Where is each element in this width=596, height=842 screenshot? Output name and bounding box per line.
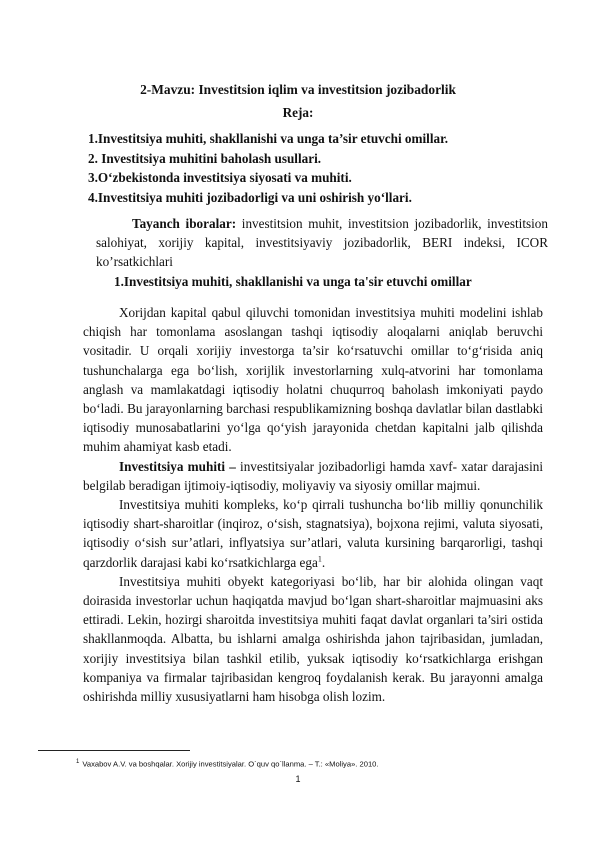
page-number: 1 xyxy=(295,774,301,784)
footnote-divider xyxy=(38,750,190,751)
body-paragraph xyxy=(83,303,543,457)
body-paragraph xyxy=(83,572,543,706)
body-text xyxy=(83,303,543,706)
section-heading: 1.Investitsiya muhiti, shakllanishi va unga ta'sir etuvchi omillar xyxy=(114,274,472,289)
plan-heading: Reja: xyxy=(282,105,314,120)
plan-item: 4.Investitsiya muhiti jozibadorligi va uni oshirish yo‘llari. xyxy=(88,189,412,205)
plan-item: 1.Investitsiya muhiti, shakllanishi va unga ta’sir etuvchi omillar. xyxy=(88,131,449,146)
paragraph-text: investitsiyalar jozibadorligi hamda xavf- xatar darajasini belgilab beradigan ijtimoiy-iqtisodiy, moliyaviy va siyosiy omillar majmui. xyxy=(83,458,543,493)
page-title: 2-Mavzu: Investitsion iqlim va investitsion jozibadorlik xyxy=(140,82,456,97)
footnote xyxy=(76,756,556,771)
footnote-reference[interactable]: 1 xyxy=(317,554,322,564)
keywords-text: investitsion muhit, investitsion jozibadorlik, investitsion salohiyat, xorijiy kapital, investitsiyaviy jozibadorlik, BERI indeksi, ICOR ko’rsatkichlari xyxy=(96,216,548,270)
definition-term: Investitsiya muhiti – xyxy=(119,458,236,474)
keywords-paragraph xyxy=(96,214,548,272)
paragraph-text: Investitsiya muhiti obyekt kategoriyasi bo‘lib, har bir alohida olingan vaqt doirasida investorlar uchun haqiqatda mavjud bo‘lgan shart-sharoitlar majmuasini aks ettiradi. Lekin, hozirgi sharoitda investitsiya muhiti faqat davlat organlari ta’siri ostida shakllanmoqda. Albatta, bu ishlarni amalga oshirishda jahon tajribasidan, jumladan, xorijiy investitsiya bilan tashkil etilib, yuksak iqtisodiy ko‘rsatkichlarga erishgan kompaniya va firmalar tajribasidan kengroq foydalanish kerak. Bu jarayonni amalga oshirishda milliy xususiyatlarni ham hisobga olish lozim. xyxy=(83,573,543,705)
paragraph-text: Xorijdan kapital qabul qiluvchi tomonidan investitsiya muhiti modelini ishlab chiqish har tomonlama asoslangan tashqi iqtisodiy aloqalarni aniqlab beruvchi vositadir. U orqali xorijiy investorga ta’sir ko‘rsatuvchi omillar to‘g‘risida aniq tushunchalarga ega bo‘lish, xorijlik investorlarning xulq-atvorini har tomonlama anglash va mamlakatdagi iqtisodiy holatni chuqurroq baholash imkoniyati paydo bo‘ladi. Bu jarayonlarning barchasi respublikamizning boshqa davlatlar bilan dastlabki iqtisodiy munosabatlarini yo‘lga qo‘yish jarayonida chetdan kapitalni jalb qilishda muhim ahamiyat kasb etadi. xyxy=(83,305,543,455)
plan-list xyxy=(88,129,568,207)
paragraph-text: Investitsiya muhiti kompleks, ko‘p qirrali tushuncha bo‘lib milliy qonunchilik iqtisodiy shart-sharoitlar (inqiroz, o‘sish, stagnatsiya), bojxona rejimi, valuta siyosati, iqtisodiy o‘sish sur’atlari, inflyatsiya sur’atlari, valuta kursining barqarorligi, tashqi qarzdorlik darajasi kabi ko‘rsatkichlarga ega xyxy=(83,497,543,570)
body-paragraph xyxy=(83,457,543,495)
plan-item: 3.O‘zbekistonda investitsiya siyosati va muhiti. xyxy=(88,170,352,186)
keywords-label: Tayanch iboralar: xyxy=(132,216,237,231)
footnote-text: Vaxabov A.V. va boshqalar. Xorijiy investitsiyalar. O`quv qo`llanma. – T.: «Moliya». 2010. xyxy=(82,759,379,769)
footnote-marker: 1 xyxy=(76,759,80,765)
plan-item: 2. Investitsiya muhitini baholash usullari. xyxy=(88,150,322,166)
body-paragraph: Investitsiya muhiti kompleks, ko‘p qirrali tushuncha bo‘lib milliy qonunchilik iqtisodiy shart-sharoitlar (inqiroz, o‘sish, stagnatsiya), bojxona rejimi, valuta siyosati, iqtisodiy o‘sish sur’atlari, inflyatsiya sur’atlari, valuta kursining barqarorligi, tashqi qarzdorlik darajasi kabi ko‘rsatkichlarga ega$^1$. xyxy=(83,497,543,570)
